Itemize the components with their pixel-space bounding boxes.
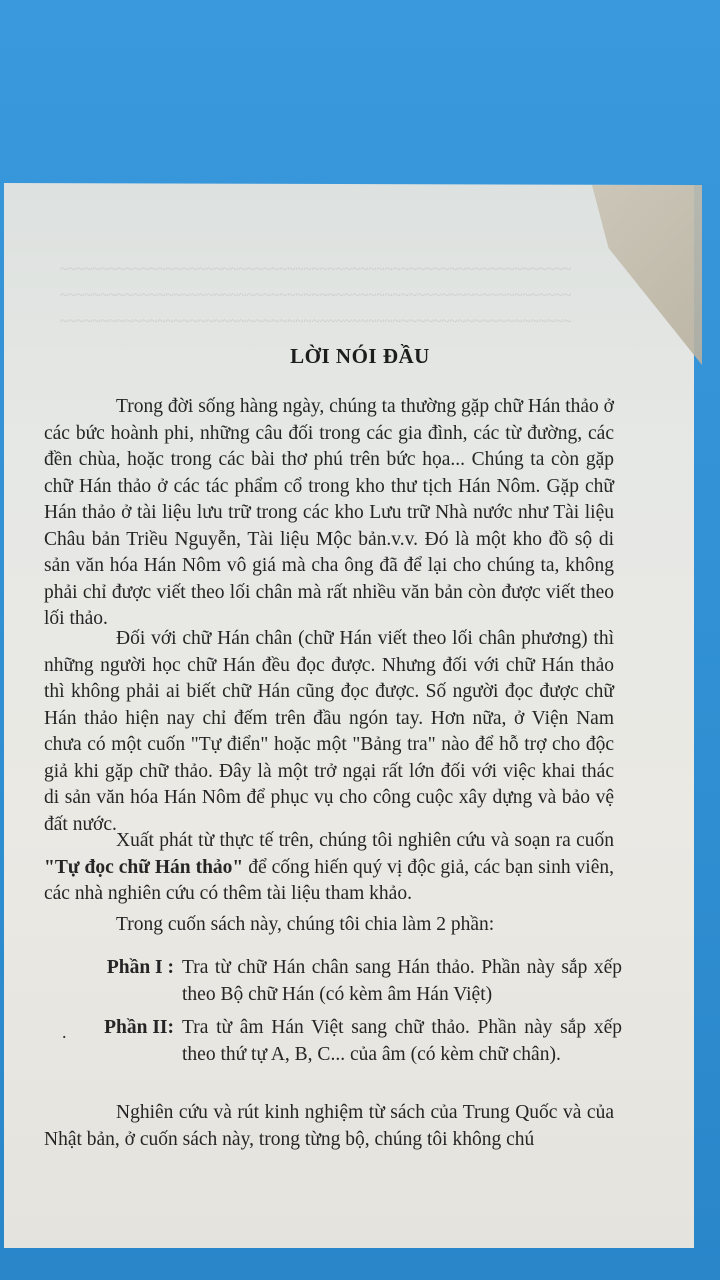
part-label: Phần II: xyxy=(104,1017,174,1038)
paragraph-purpose-start: Xuất phát từ thực tế trên, chúng tôi nghiên cứu và soạn ra cuốn xyxy=(116,830,614,851)
book-title: "Tự đọc chữ Hán thảo" xyxy=(44,856,244,878)
paragraph-parts-intro: Trong cuốn sách này, chúng tôi chia làm 2 phần: xyxy=(116,914,495,935)
paragraph-purpose-end: để cống hiến quý vị độc giả, các bạn sinh viên, các nhà nghiên cứu có thêm tài liệu tham khảo. xyxy=(44,856,614,904)
part-item xyxy=(44,954,644,1008)
stray-mark: . xyxy=(62,1022,67,1042)
part-item xyxy=(44,1014,644,1068)
part-description: Tra từ chữ Hán chân sang Hán thảo. Phần này sắp xếp theo Bộ chữ Hán (có kèm âm Hán Việt) xyxy=(182,957,622,1005)
part-label: Phần I : xyxy=(106,957,174,978)
paragraph-intro: Trong đời sống hàng ngày, chúng ta thường gặp chữ Hán thảo ở các bức hoành phi, những câu đối trong các gia đình, các từ đường, các đền chùa, hoặc trong các bài thơ phú trên bức họa... Chúng ta còn gặp chữ Hán thảo ở các tác phẩm cổ trong kho thư tịch Hán Nôm. Gặp chữ Hán thảo ở tài liệu lưu trữ trong các kho Lưu trữ Nhà nước như Tài liệu Châu bản Triều Nguyễn, Tài liệu Mộc bản.v.v. Đó là một kho đồ sộ di sản văn hóa Hán Nôm vô giá mà cha ông đã để lại cho chúng ta, không phải chỉ được viết theo lối chân mà rất nhiều văn bản còn được viết theo lối thảo. xyxy=(44,396,614,629)
paragraph-purpose xyxy=(44,828,614,908)
page-title: LỜI NÓI ĐẦU xyxy=(290,344,430,368)
bleed-through-text: ~~~~~~~~~~~~~~~~~~~~~~~~~~~~~~~~~~~~~~~~~~~~~~~~~~~~~~~~~~~~~~~ xyxy=(60,314,572,330)
bleed-through-text: ~~~~~~~~~~~~~~~~~~~~~~~~~~~~~~~~~~~~~~~~~~~~~~~~~~~~~~~~~~~~~~~ xyxy=(60,262,572,278)
part-description: Tra từ âm Hán Việt sang chữ thảo. Phần này sắp xếp theo thứ tự A, B, C... của âm (có kèm chữ chân). xyxy=(182,1017,622,1065)
paragraph-research: Nghiên cứu và rút kinh nghiệm từ sách của Trung Quốc và của Nhật bản, ở cuốn sách này, trong từng bộ, chúng tôi không chú xyxy=(44,1102,614,1150)
paragraph-han-chan: Đối với chữ Hán chân (chữ Hán viết theo lối chân phương) thì những người học chữ Hán đều đọc được. Nhưng đối với chữ Hán thảo thì không phải ai biết chữ Hán cũng đọc được. Số người đọc được chữ Hán thảo hiện nay chỉ đếm trên đầu ngón tay. Hơn nữa, ở Viện Nam chưa có một cuốn "Tự điển" hoặc một "Bảng tra" nào để hỗ trợ cho độc giả khi gặp chữ thảo. Đây là một trở ngại rất lớn đối với việc khai thác di sản văn hóa Hán Nôm để phục vụ cho công cuộc xây dựng và bảo vệ đất nước. xyxy=(44,628,614,835)
bleed-through-text: ~~~~~~~~~~~~~~~~~~~~~~~~~~~~~~~~~~~~~~~~~~~~~~~~~~~~~~~~~~~~~~~ xyxy=(60,288,572,304)
